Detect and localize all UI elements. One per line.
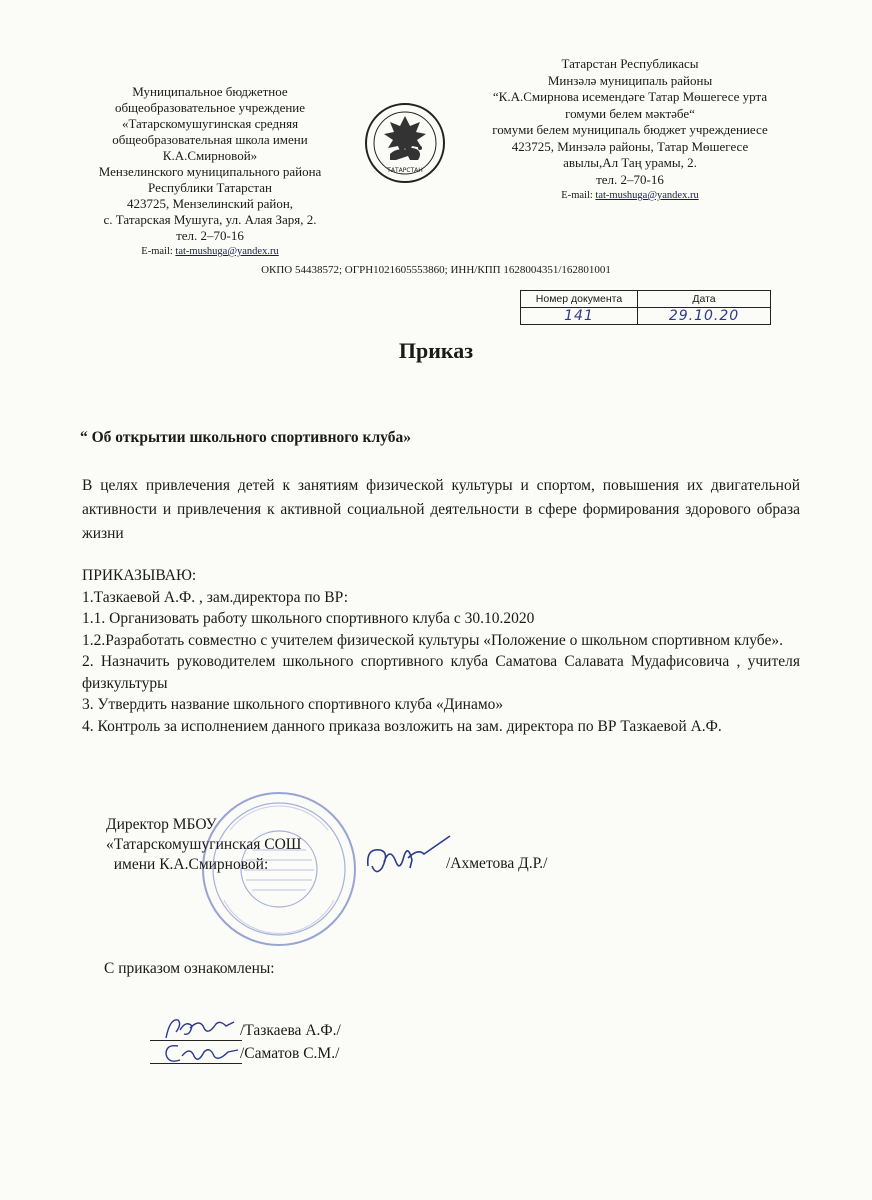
page-title: Приказ: [398, 338, 474, 363]
order-items: [82, 565, 800, 737]
order-item: 1.Тазкаевой А.Ф. , зам.директора по ВР:: [82, 588, 349, 606]
header-left-line: Мензелинского муниципального района: [98, 164, 322, 179]
director-title-line: имени К.А.Смирновой:: [106, 856, 269, 873]
tatarstan-emblem-icon: [364, 102, 446, 184]
director-title-line: Директор МБОУ: [106, 816, 217, 833]
doc-number-value: 141: [521, 308, 638, 325]
header-right-email: [470, 188, 790, 205]
acknowledged-person: /Саматов С.М./: [240, 1045, 340, 1062]
header-left-line: «Татарскомушугинская средняя: [121, 116, 299, 131]
header-left-line: общеобразовательная школа имени: [112, 132, 308, 147]
document-number-table: [520, 290, 771, 325]
header-right-line: Татарстан Республикасы: [561, 56, 699, 71]
header-right-line: авылы,Ал Таң урамы, 2.: [563, 155, 697, 170]
director-title-line: «Татарскомушугинская СОШ: [106, 836, 302, 853]
header-right-line: тел. 2–70-16: [596, 171, 664, 187]
director-name: /Ахметова Д.Р./: [446, 855, 548, 872]
order-item: 1.1. Организовать работу школьного спортивного клуба с 30.10.2020: [82, 610, 535, 627]
doc-date-value: 29.10.20: [638, 308, 771, 325]
header-left-line: Муниципальное бюджетное: [132, 84, 288, 99]
order-subject: “ Об открытии школьного спортивного клуба»: [80, 429, 411, 446]
doc-number-header: Номер документа: [521, 291, 638, 308]
signature-line: [150, 1063, 242, 1064]
director-signature-icon: [360, 828, 460, 888]
order-item: 3. Утвердить название школьного спортивного клуба «Динамо»: [82, 696, 504, 713]
header-right: [470, 56, 790, 205]
order-intro: В целях привлечения детей к занятиям физической культуры и спортом, повышения их двигательной активности и привлечения к активной социальной деятельности в сфере формирования здорового образа жизни: [82, 477, 800, 542]
order-heading: ПРИКАЗЫВАЮ:: [82, 567, 197, 584]
director-signature-block: [106, 815, 301, 875]
acknowledgement-title: С приказом ознакомлены:: [104, 960, 275, 977]
header-right-line: 423725, Минзәлә районы, Татар Мөшегесе: [511, 138, 749, 154]
header-left-line: 423725, Мензелинский район,: [126, 196, 294, 211]
email-link[interactable]: tat-mushuga@yandex.ru: [175, 246, 279, 257]
order-item: 2. Назначить руководителем школьного спортивного клуба Саматова Салавата Мудафисовича , учителя физкультуры: [82, 653, 800, 692]
header-right-line: “К.А.Смирнова исемендәге Татар Мөшегесе урта: [492, 89, 768, 104]
header-left: [70, 84, 350, 260]
header-right-line: гомуми белем муниципаль бюджет учреждениесе: [492, 122, 768, 137]
header-left-line: общеобразовательное учреждение: [114, 100, 306, 115]
header-left-line: К.А.Смирновой»: [162, 148, 258, 163]
emblem-text: ТАТАРСТАН: [387, 167, 423, 174]
email-link[interactable]: tat-mushuga@yandex.ru: [595, 190, 699, 201]
header-left-line: Республики Татарстан: [148, 180, 272, 195]
order-item: 4. Контроль за исполнением данного приказа возложить на зам. директора по ВР Тазкаевой А.Ф.: [82, 717, 722, 735]
header-left-line: с. Татарская Мушуга, ул. Алая Заря, 2.: [103, 212, 317, 227]
acknowledged-person: /Тазкаева А.Ф./: [240, 1022, 341, 1039]
email-label: E-mail:: [141, 246, 176, 257]
header-left-line: тел. 2–70-16: [176, 228, 244, 243]
email-label: E-mail:: [561, 190, 596, 201]
doc-date-header: Дата: [638, 291, 771, 308]
order-item: 1.2.Разработать совместно с учителем физической культуры «Положение о школьном спортивном клубе».: [82, 631, 783, 649]
header-left-email: [70, 244, 350, 260]
header-right-line: гомуми белем мәктәбе“: [565, 105, 695, 121]
registry-line: ОКПО 54438572; ОГРН1021605553860; ИНН/КПП 1628004351/162801001: [261, 264, 611, 276]
header-right-line: Минзәлә муниципаль районы: [547, 72, 713, 88]
